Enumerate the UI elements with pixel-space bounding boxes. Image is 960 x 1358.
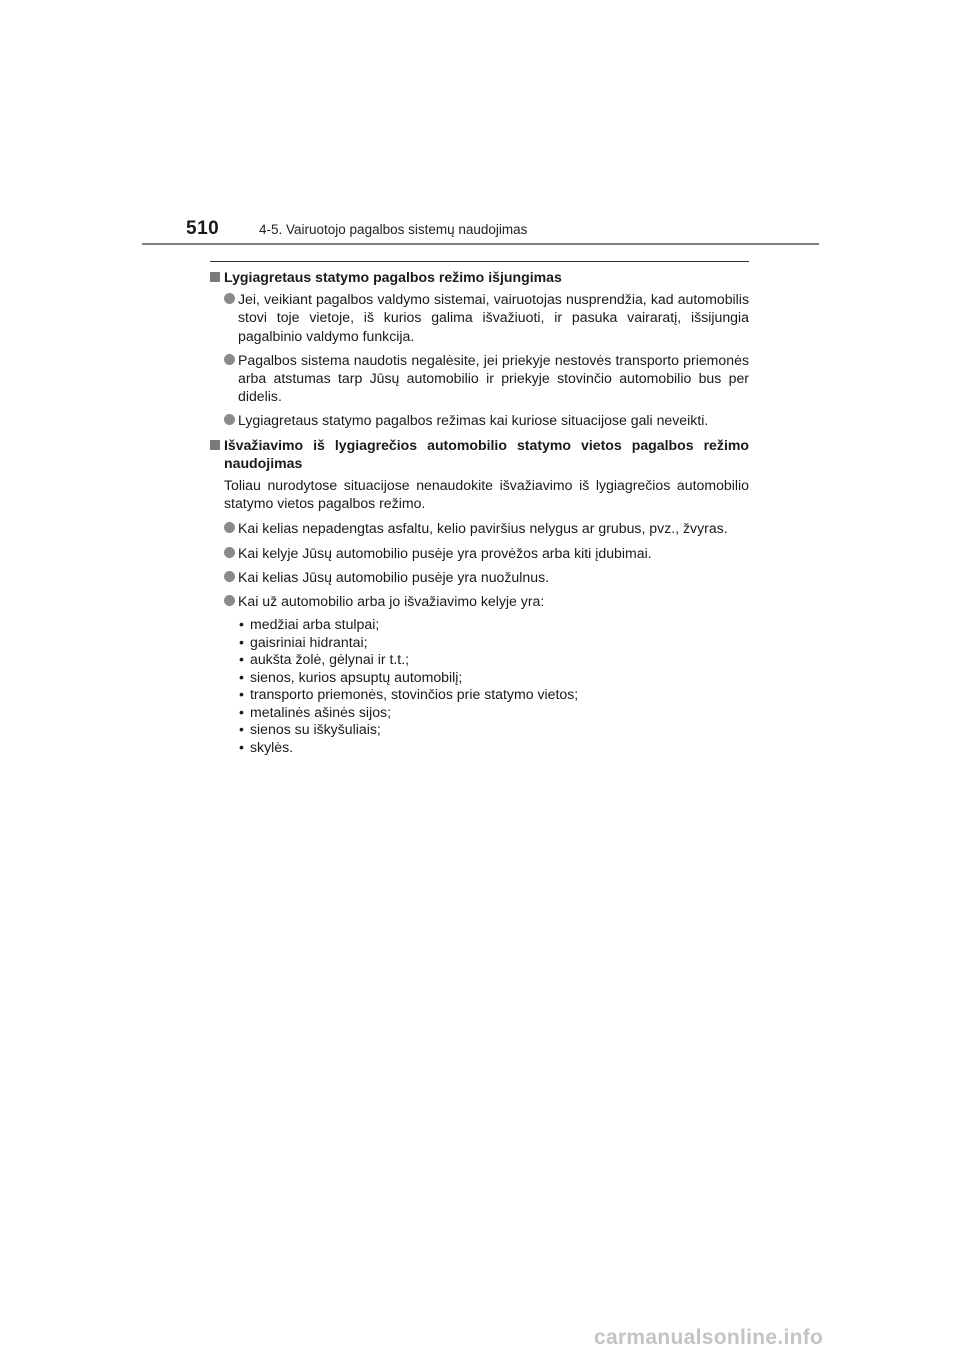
square-bullet-icon [210, 440, 220, 450]
section-divider [210, 261, 749, 262]
bullet-icon: • [239, 738, 244, 755]
list-item-text: Jei, veikiant pagalbos valdymo sistemai, vairuotojas nusprendžia, kad automobilis stovi toje vietoje, iš kurios galima išvažiuoti, ir pasuka vairaratį, išsijungia pagalbinio valdymo funkcija. [238, 291, 749, 344]
sub-list-item-text: sienos su iškyšuliais; [250, 721, 381, 738]
list-item [210, 568, 749, 586]
sub-list-item-text: medžiai arba stulpai; [250, 616, 380, 633]
sub-list-item-text: metalinės ašinės sijos; [250, 703, 391, 720]
sub-list [210, 616, 749, 756]
watermark: carmanualsonline.info [594, 1326, 824, 1349]
sub-list-item [238, 721, 749, 739]
dot-bullet-icon [224, 414, 235, 425]
list-item-text: Pagalbos sistema naudotis negalėsite, jei priekyje nestovės transporto priemonės arba atstumas tarp Jūsų automobilio ir priekyje stovinčio automobilio bus per didelis. [238, 351, 749, 405]
dot-bullet-icon [224, 354, 235, 365]
list-item [210, 351, 749, 406]
dot-bullet-icon [224, 293, 235, 304]
list-item-text: Kai kelyje Jūsų automobilio pusėje yra provėžos arba kiti įdubimai. [238, 544, 652, 561]
list-item-text: Lygiagretaus statymo pagalbos režimas kai kuriose situacijose gali neveikti. [238, 412, 709, 429]
list-item-text: Kai už automobilio arba jo išvažiavimo kelyje yra: [238, 593, 545, 610]
sub-list-item [238, 739, 749, 757]
sub-list-item-text: transporto priemonės, stovinčios prie statymo vietos; [250, 686, 579, 703]
page-content [210, 261, 749, 756]
bullet-icon: • [239, 703, 244, 720]
sub-list-item-text: sienos, kurios apsuptų automobilį; [250, 668, 463, 685]
section-heading-text: Lygiagretaus statymo pagalbos režimo išjungimas [224, 269, 562, 285]
header-divider [142, 243, 819, 245]
sub-list-item-text: aukšta žolė, gėlynai ir t.t.; [250, 651, 410, 668]
dot-bullet-icon [224, 547, 235, 558]
list-item [210, 592, 749, 610]
bullet-icon: • [239, 616, 244, 633]
sub-list-item [238, 616, 749, 634]
list-item-text: Kai kelias Jūsų automobilio pusėje yra nuožulnus. [238, 568, 550, 585]
section-heading-text: Išvažiavimo iš lygiagrečios automobilio statymo vietos pagalbos režimo naudojimas [224, 436, 749, 471]
list-item-text: Kai kelias nepadengtas asfaltu, kelio paviršius nelygus ar grubus, pvz., žvyras. [238, 520, 728, 537]
square-bullet-icon [210, 272, 220, 282]
page-number: 510 [186, 218, 220, 239]
dot-bullet-icon [224, 595, 235, 606]
section-heading [210, 436, 749, 472]
bullet-icon: • [239, 651, 244, 668]
sub-list-item-text: gaisriniai hidrantai; [250, 633, 368, 650]
sub-list-item [238, 651, 749, 669]
section-intro: Toliau nurodytose situacijose nenaudokite išvažiavimo iš lygiagrečios automobilio statymo vietos pagalbos režimo. [224, 477, 749, 512]
sub-list-item-text: skylės. [250, 738, 294, 755]
bullet-icon: • [239, 633, 244, 650]
list-item [210, 544, 749, 562]
sub-list-item [238, 686, 749, 704]
sub-list-item [238, 669, 749, 687]
bullet-icon: • [239, 686, 244, 703]
sub-list-item [238, 704, 749, 722]
list-item [210, 290, 749, 345]
bullet-icon: • [239, 668, 244, 685]
list-item [210, 411, 749, 429]
dot-bullet-icon [224, 522, 235, 533]
list-item [210, 519, 749, 537]
dot-bullet-icon [224, 571, 235, 582]
chapter-title: 4-5. Vairuotojo pagalbos sistemų naudojimas [259, 222, 528, 237]
sub-list-item [238, 634, 749, 652]
section-heading [210, 268, 749, 286]
bullet-icon: • [239, 721, 244, 738]
